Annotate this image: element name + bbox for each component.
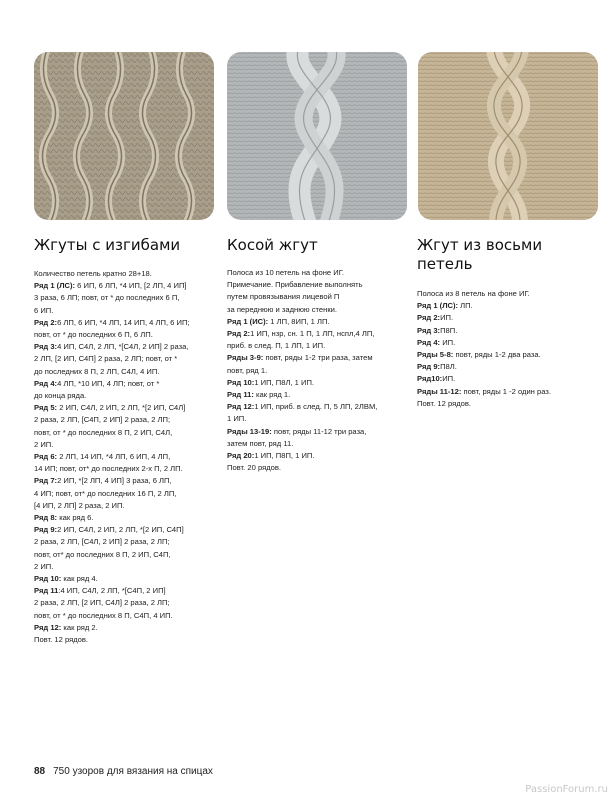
row-text: повт, ряды 1-2 три раза, затем (263, 353, 373, 363)
instruction-line (34, 280, 218, 292)
row-text: 2 раза, 2 ЛП, [С4П, 2 ИП] 2 раза, 2 ЛП; (34, 415, 171, 425)
row-text: :4 ИП, С4Л, 2 ЛП, *[С4П, 2 ИП] (58, 586, 166, 596)
instruction-line (34, 439, 218, 451)
row-text: [4 ИП, 2 ЛП] 2 раза, 2 ИП. (34, 500, 125, 510)
row-text: повт, от* до последних 8 П, 2 ИП, С4П, (34, 549, 171, 559)
row-label: Ряд 2: (417, 313, 441, 323)
row-label: Ряд 9: (34, 525, 58, 535)
book-title: 750 узоров для вязания на спицах (53, 766, 213, 777)
row-text: повт, от * до последних 8 П, 2 ИП, С4Л, (34, 427, 173, 437)
row-text: затем повт, ряд 11. (227, 438, 294, 448)
row-text: приб. в след. П, 1 ЛП, 1 ИП. (227, 341, 326, 351)
instruction-line (227, 291, 399, 303)
instruction-line (34, 500, 218, 512)
instruction-line (34, 488, 218, 500)
instruction-line (417, 373, 593, 385)
instruction-line (34, 536, 218, 548)
instruction-line (417, 349, 593, 361)
row-label: Ряд 10: (34, 574, 62, 584)
instruction-line (34, 268, 218, 280)
row-label: Ряды 11-12: (417, 386, 462, 396)
row-label: Ряд 9: (417, 362, 441, 372)
instruction-line (34, 512, 218, 524)
instruction-line (227, 352, 399, 364)
pattern-instructions-eight-stitch-cable (417, 288, 593, 410)
swatch-photo-wavy-cables (34, 52, 214, 220)
row-label: Ряд 11: (227, 390, 254, 400)
row-text: ИП. (440, 313, 454, 323)
row-text: путем провязывания лицевой П (227, 292, 340, 302)
row-label: Ряд 4: (34, 378, 58, 388)
instruction-line (34, 305, 218, 317)
row-text: как ряд 2. (61, 622, 98, 632)
instruction-line (417, 312, 593, 324)
instruction-line (417, 386, 593, 398)
row-label: Ряд 5: (34, 403, 58, 413)
instruction-line (227, 450, 399, 462)
row-label: Ряд 4: (417, 337, 441, 347)
row-text: как ряд 1. (253, 390, 291, 400)
instruction-line (417, 398, 593, 410)
instruction-line (227, 389, 399, 401)
row-text: Повт. 12 рядов. (34, 635, 89, 645)
row-text: 1 ИП. (227, 414, 247, 424)
row-text: как ряд 6. (57, 513, 94, 523)
instruction-line (34, 414, 218, 426)
row-label: Ряд 2: (34, 317, 58, 327)
instruction-line (417, 337, 593, 349)
row-label: Ряды 13-19: (227, 426, 272, 436)
pattern-instructions-wavy-cables (34, 268, 218, 646)
instruction-line (34, 573, 218, 585)
row-text: ИП. (440, 337, 456, 347)
instruction-line (227, 413, 399, 425)
row-label: Ряд 12: (227, 402, 255, 412)
row-text: П8П. (440, 325, 458, 335)
row-text: 4 ЛП, *10 ИП, 4 ЛП; повт, от * (57, 378, 160, 388)
instruction-line (34, 366, 218, 378)
row-text: повт, ряд 1. (227, 365, 268, 375)
row-text: 4 ИП, С4Л, 2 ЛП, *[С4Л, 2 ИП] 2 раза, (57, 342, 189, 352)
instruction-line (417, 288, 593, 300)
row-text: 1 ИП, П8П, 1 ИП. (254, 451, 315, 461)
row-label: Ряд 1 (ЛС): (34, 281, 76, 291)
row-text: 2 ЛП, 14 ИП, *4 ЛП, 6 ИП, 4 ЛП, (57, 452, 171, 462)
row-label: Ряд 12: (34, 622, 62, 632)
row-text: 6 ИП. (34, 305, 54, 315)
row-label: Ряд 8: (34, 513, 58, 523)
instruction-line (34, 329, 218, 341)
row-text: повт, от * до последних 8 П, С4П, 4 ИП. (34, 610, 173, 620)
row-label: Ряд 2: (227, 329, 251, 339)
instruction-line (227, 462, 399, 474)
row-text: до конца ряда. (34, 391, 87, 401)
instruction-line (34, 597, 218, 609)
row-label: Ряд 11 (34, 586, 59, 596)
row-text: 2 ИП, С4Л, 2 ИП, 2 ЛП, *[2 ИП, С4П] (57, 525, 184, 535)
swatch-photo-twisted-cable (227, 52, 407, 220)
swatch-photo-eight-stitch-cable (418, 52, 598, 220)
row-text: Количество петель кратно 28+18. (34, 269, 152, 278)
row-text: 2 ИП. (34, 561, 54, 571)
row-text: ИП. (442, 374, 456, 384)
row-text: 2 ИП, *[2 ЛП, 4 ИП] 3 раза, 6 ЛП, (57, 476, 172, 486)
row-text: 6 ИП, 6 ЛП, *4 ИП, [2 ЛП, 4 ИП] (75, 281, 187, 291)
row-text: повт, от * до последних 6 П, 6 ЛП. (34, 330, 153, 340)
instruction-line (227, 279, 399, 291)
pattern-title-twisted-cable: Косой жгут (227, 236, 318, 254)
row-text: до последних 8 П, 2 ЛП, С4Л, 4 ИП. (34, 366, 160, 376)
row-text: 2 раза, 2 ЛП, [2 ИП, С4Л] 2 раза, 2 ЛП; (34, 598, 170, 608)
row-label: Ряды 5-8: (417, 350, 454, 360)
row-text: 1 ИП, нзр, сн. 1 П, 1 ЛП, нспл,4 ЛП, (250, 329, 375, 339)
row-text: как ряд 4. (61, 574, 98, 584)
instruction-line (34, 610, 218, 622)
row-label: Ряд 7: (34, 476, 58, 486)
instruction-line (227, 401, 399, 413)
row-text: 14 ИП; повт, от* до последних 2-х П, 2 ЛП. (34, 464, 183, 474)
row-text: повт, ряды 1-2 два раза. (453, 350, 541, 360)
row-text: 4 ИП; повт, от* до последних 16 П, 2 ЛП, (34, 488, 177, 498)
instruction-line (34, 341, 218, 353)
row-label: Ряд 10: (227, 377, 255, 387)
instruction-line (34, 561, 218, 573)
row-text: 1 ЛП, 8ИП, 1 ЛП. (268, 316, 330, 326)
instruction-line (227, 426, 399, 438)
instruction-line (227, 340, 399, 352)
instruction-line (34, 524, 218, 536)
watermark: PassionForum.ru (525, 784, 608, 795)
pattern-title-wavy-cables: Жгуты с изгибами (34, 236, 181, 254)
row-label: Ряд 3: (417, 325, 441, 335)
instruction-line (34, 427, 218, 439)
row-label: Ряд 1 (ЛС): (417, 301, 459, 311)
instruction-line (34, 292, 218, 304)
instruction-line (34, 634, 218, 646)
row-label: Ряд 3: (34, 342, 58, 352)
row-text: Повт. 20 рядов. (227, 463, 282, 473)
instruction-line (227, 438, 399, 450)
instruction-line (34, 451, 218, 463)
instruction-line (417, 300, 593, 312)
row-text: П8Л. (440, 362, 457, 372)
row-text: Полоса из 8 петель на фоне ИГ. (417, 289, 530, 298)
row-text: Повт. 12 рядов. (417, 398, 472, 408)
instruction-line (34, 390, 218, 402)
instruction-line (34, 378, 218, 390)
row-text: 2 ИП. (34, 439, 54, 449)
instruction-line (417, 325, 593, 337)
pattern-instructions-twisted-cable (227, 267, 399, 474)
row-text: 1 ИП, П8Л, 1 ИП. (254, 377, 315, 387)
row-label: Ряд10: (417, 374, 443, 384)
row-text: повт, ряды 11-12 три раза, (271, 426, 367, 436)
row-text: повт, ряды 1 -2 один раз. (461, 386, 551, 396)
instruction-line (34, 463, 218, 475)
row-label: Ряд 20: (227, 451, 255, 461)
row-text: 2 ИП, С4Л, 2 ИП, 2 ЛП, *[2 ИП, С4Л] (57, 403, 186, 413)
row-text: ЛП. (458, 301, 473, 311)
instruction-line (34, 475, 218, 487)
row-text: Примечание. Прибавление выполнять (227, 280, 363, 290)
row-text: 3 раза, 6 ЛП; повт, от * до последних 6 П, (34, 293, 180, 303)
row-text: за переднюю и заднюю стенки. (227, 304, 338, 314)
row-text: Полоса из 10 петель на фоне ИГ. (227, 268, 344, 277)
row-label: Ряды 3-9: (227, 353, 264, 363)
pattern-title-eight-stitch-cable: Жгут из восьми петель (417, 236, 543, 273)
row-text: 6 ЛП, 6 ИП, *4 ЛП, 14 ИП, 4 ЛП, 6 ИП; (57, 317, 190, 327)
instruction-line (34, 317, 218, 329)
instruction-line (34, 622, 218, 634)
instruction-line (34, 549, 218, 561)
instruction-line (227, 365, 399, 377)
instruction-line (34, 353, 218, 365)
instruction-line (417, 361, 593, 373)
instruction-line (227, 304, 399, 316)
instruction-line (227, 328, 399, 340)
instruction-line (227, 267, 399, 279)
row-text: 1 ИП, приб. в след. П, 5 ЛП, 2ЛВМ, (254, 402, 378, 412)
row-text: 2 раза, 2 ЛП, [С4Л, 2 ИП] 2 раза, 2 ЛП; (34, 537, 170, 547)
row-label: Ряд 6: (34, 452, 58, 462)
instruction-line (34, 585, 218, 597)
page-number: 88 (34, 766, 46, 777)
page-footer (34, 766, 213, 777)
row-label: Ряд 1 (ИС): (227, 316, 269, 326)
instruction-line (227, 316, 399, 328)
instruction-line (227, 377, 399, 389)
row-text: 2 ЛП, [2 ИП, С4П] 2 раза, 2 ЛП; повт, от * (34, 354, 178, 364)
instruction-line (34, 402, 218, 414)
